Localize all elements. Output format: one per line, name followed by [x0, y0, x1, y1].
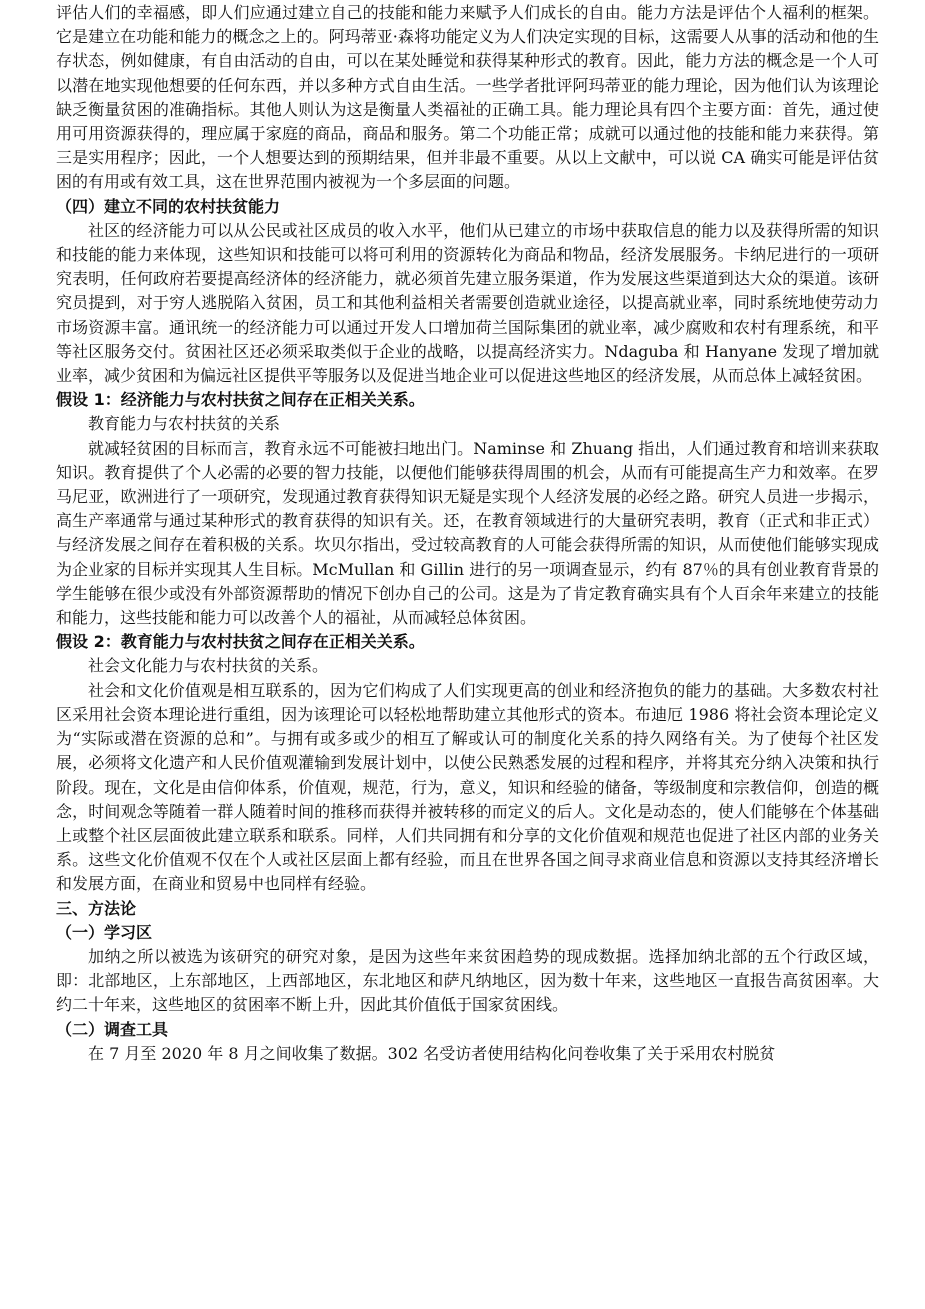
paragraph-capability-approach-cont: 评估人们的幸福感，即人们应通过建立自己的技能和能力来赋予人们成长的自由。能力方法是评估个人福利的框架。它是建立在功能和能力的概念之上的。阿玛蒂亚·森将功能定义为人们决定实现的目标，这需要人从事的活动和他的生存状态，例如健康，有自由活动的自由，可以在某处睡觉和获得某种形式的教育。因此，能力方法的概念是一个人可以潜在地实现他想要的任何东西，并以多种方式自由生活。一些学者批评阿玛蒂亚的能力理论，因为他们认为该理论缺乏衡量贫困的准确指标。其他人则认为这是衡量人类福祉的正确工具。能力理论具有四个主要方面：首先，通过使用可用资源获得的，理应属于家庭的商品，商品和服务。第二个功能正常；成就可以通过他的技能和能力来获得。第三是实用程序；因此，一个人想要达到的预期结果，但并非最不重要。从以上文献中，可以说 CA 确实可能是评估贫困的有用或有效工具，这在世界范围内被视为一个多层面的问题。	[56, 3, 879, 192]
paragraph-social-culture: 社会和文化价值观是相互联系的，因为它们构成了人们实现更高的创业和经济抱负的能力的基础。大多数农村社区采用社会资本理论进行重组，因为该理论可以轻松地帮助建立其他形式的资本。布迪厄 1986 将社会资本理论定义为“实际或潜在资源的总和”。与拥有或多或少的相互了解或认可的制度化关系的持久网络有关。为了使每个社区发展，必须将文化遗产和人民价值观灌输到发展计划中，以使公民熟悉发展的过程和程序，并将其充分纳入决策和执行阶段。现在，文化是由信仰体系，价值观，规范，行为，意义，知识和经验的储备，等级制度和宗教信仰，创造的概念，时间观念等随着一群人随着时间的推移而获得并被转移的而定义的后人。文化是动态的，使人们能够在个体基础上或整个社区层面彼此建立联系和联系。同样，人们共同拥有和分享的文化价值观和规范也促进了社区内部的业务关系。这些文化价值观不仅在个人或社区层面上都有经验，而且在世界各国之间寻求商业信息和资源以支持其经济增长和发展方面，在商业和贸易中也同样有经验。	[56, 680, 879, 894]
subheading-education: 教育能力与农村扶贫的关系	[88, 414, 281, 434]
paragraph-economic-capacity: 社区的经济能力可以从公民或社区成员的收入水平，他们从已建立的市场中获取信息的能力以及获得所需的知识和技能的能力来体现，这些知识和技能可以将可利用的资源转化为商品和物品，经济发展服务。卡纳尼进行的一项研究表明，任何政府若要提高经济体的经济能力，就必须首先建立服务渠道，作为发展这些渠道到达大众的渠道。该研究员提到，对于穷人逃脱陷入贫困，员工和其他利益相关者需要创造就业途径，以提高就业率，同时系统地使劳动力市场资源丰富。通讯统一的经济能力可以通过开发人口增加荷兰国际集团的就业率，减少腐败和农村有理系统，和平等社区服务交付。贫困社区还必须采取类似于企业的战略，以提高经济实力。Ndaguba 和 Hanyane 发现了增加就业率，减少贫困和为偏远社区提供平等服务以及促进当地企业可以促进这些地区的经济发展，从而总体上减轻贫困。	[56, 220, 879, 386]
heading-section-4: （四）建立不同的农村扶贫能力	[56, 196, 281, 216]
hypothesis-2: 假设 2：教育能力与农村扶贫之间存在正相关关系。	[56, 632, 425, 652]
paragraph-education-capacity: 就减轻贫困的目标而言，教育永远不可能被扫地出门。Naminse 和 Zhuang 指出，人们通过教育和培训来获取知识。教育提供了个人必需的必要的智力技能，以便他们能够获得周围的机会，从而有可能提高生产力和效率。在罗马尼亚，欧洲进行了一项研究，发现通过教育获得知识无疑是实现个人经济发展的必经之路。研究人员进一步揭示，高生产率通常与通过某种形式的教育获得的知识有关。还，在教育领域进行的大量研究表明，教育（正式和非正式）与经济发展之间存在着积极的关系。坎贝尔指出，受过较高教育的人可能会获得所需的知识，从而使他们能够实现成为企业家的目标并实现其人生目标。McMullan 和 Gillin 进行的另一项调查显示，约有 87％的具有创业教育背景的学生能够在很少或没有外部资源帮助的情况下创办自己的公司。这是为了肯定教育确实具有个人百余年来建立的技能和能力，这些技能和能力可以改善个人的福祉，从而减轻总体贫困。	[56, 438, 879, 628]
hypothesis-1: 假设 1：经济能力与农村扶贫之间存在正相关关系。	[56, 390, 425, 410]
heading-methodology: 三、方法论	[56, 898, 137, 918]
subheading-social-culture: 社会文化能力与农村扶贫的关系。	[88, 656, 329, 676]
heading-study-area: （一）学习区	[56, 922, 153, 942]
heading-survey-tool: （二）调查工具	[56, 1019, 169, 1039]
paragraph-study-area: 加纳之所以被选为该研究的研究对象，是因为这些年来贫困趋势的现成数据。选择加纳北部的五个行政区域，即：北部地区，上东部地区，上西部地区，东北地区和萨凡纳地区，因为数十年来，这些地区一直报告高贫困率。大约二十年来，这些地区的贫困率不断上升，因此其价值低于国家贫困线。	[56, 946, 879, 1015]
paragraph-survey-tool: 在 7 月至 2020 年 8 月之间收集了数据。302 名受访者使用结构化问卷收集了关于采用农村脱贫	[88, 1043, 776, 1063]
